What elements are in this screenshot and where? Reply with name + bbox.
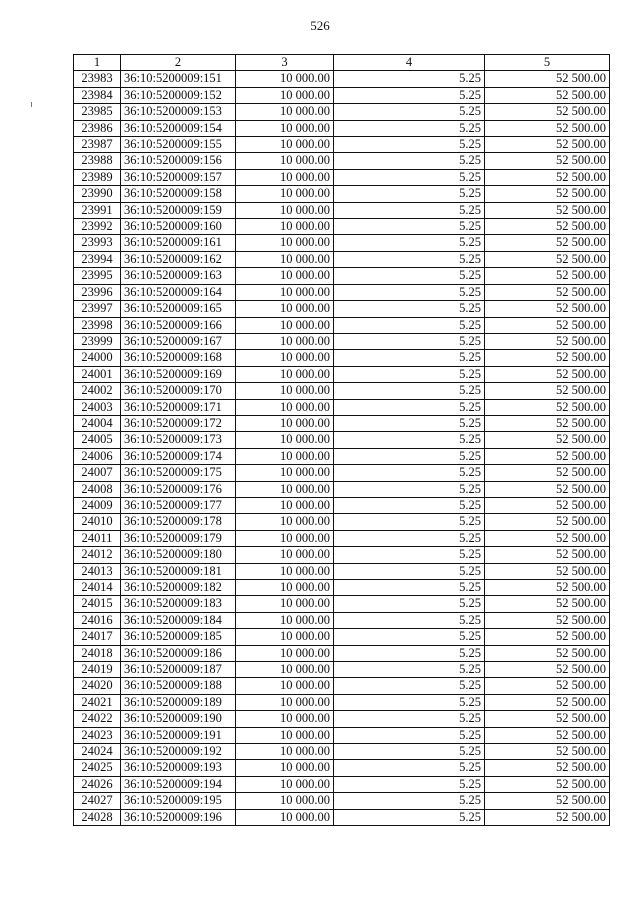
cadastral-number-cell: 36:10:5200009:184 [121,612,236,628]
rate-cell: 5.25 [334,776,485,792]
value-cell: 52 500.00 [485,219,610,235]
row-number-cell: 23987 [74,137,121,153]
cadastral-number-cell: 36:10:5200009:173 [121,432,236,448]
value-cell: 52 500.00 [485,284,610,300]
cadastral-number-cell: 36:10:5200009:196 [121,809,236,825]
table-header-row [74,55,610,71]
rate-cell: 5.25 [334,333,485,349]
table-row [74,793,610,809]
value-cell: 52 500.00 [485,727,610,743]
row-number-cell: 24004 [74,415,121,431]
rate-cell: 5.25 [334,415,485,431]
value-cell: 52 500.00 [485,350,610,366]
cadastral-number-cell: 36:10:5200009:158 [121,186,236,202]
area-cell: 10 000.00 [236,465,334,481]
cadastral-number-cell: 36:10:5200009:192 [121,744,236,760]
row-number-cell: 24027 [74,793,121,809]
area-cell: 10 000.00 [236,366,334,382]
row-number-cell: 23995 [74,268,121,284]
table-row [74,580,610,596]
row-number-cell: 23997 [74,301,121,317]
value-cell: 52 500.00 [485,645,610,661]
value-cell: 52 500.00 [485,399,610,415]
table-row [74,350,610,366]
rate-cell: 5.25 [334,481,485,497]
table-row [74,317,610,333]
area-cell: 10 000.00 [236,169,334,185]
column-header-4: 4 [334,55,485,71]
table-row [74,530,610,546]
cadastral-number-cell: 36:10:5200009:166 [121,317,236,333]
rate-cell: 5.25 [334,662,485,678]
table-row [74,333,610,349]
page-number: 526 [310,18,330,33]
value-cell: 52 500.00 [485,104,610,120]
rate-cell: 5.25 [334,399,485,415]
cadastral-number-cell: 36:10:5200009:177 [121,497,236,513]
value-cell: 52 500.00 [485,563,610,579]
rate-cell: 5.25 [334,87,485,103]
table-row [74,235,610,251]
cadastral-number-cell: 36:10:5200009:194 [121,776,236,792]
rate-cell: 5.25 [334,645,485,661]
table-row [74,169,610,185]
rate-cell: 5.25 [334,219,485,235]
table-row [74,268,610,284]
area-cell: 10 000.00 [236,514,334,530]
row-number-cell: 24015 [74,596,121,612]
row-number-cell: 24009 [74,497,121,513]
table-row [74,399,610,415]
row-number-cell: 24025 [74,760,121,776]
value-cell: 52 500.00 [485,317,610,333]
row-number-cell: 24003 [74,399,121,415]
table-row [74,104,610,120]
table-row [74,497,610,513]
table-row [74,284,610,300]
value-cell: 52 500.00 [485,793,610,809]
table-row [74,727,610,743]
value-cell: 52 500.00 [485,268,610,284]
value-cell: 52 500.00 [485,678,610,694]
area-cell: 10 000.00 [236,415,334,431]
area-cell: 10 000.00 [236,219,334,235]
area-cell: 10 000.00 [236,563,334,579]
area-cell: 10 000.00 [236,202,334,218]
row-number-cell: 23989 [74,169,121,185]
table-row [74,694,610,710]
cadastral-number-cell: 36:10:5200009:187 [121,662,236,678]
rate-cell: 5.25 [334,448,485,464]
cadastral-number-cell: 36:10:5200009:191 [121,727,236,743]
value-cell: 52 500.00 [485,612,610,628]
rate-cell: 5.25 [334,596,485,612]
area-cell: 10 000.00 [236,744,334,760]
cadastral-number-cell: 36:10:5200009:195 [121,793,236,809]
cadastral-number-cell: 36:10:5200009:164 [121,284,236,300]
table-row [74,744,610,760]
area-cell: 10 000.00 [236,727,334,743]
value-cell: 52 500.00 [485,448,610,464]
value-cell: 52 500.00 [485,530,610,546]
row-number-cell: 24018 [74,645,121,661]
table-row [74,514,610,530]
row-number-cell: 23988 [74,153,121,169]
cadastral-number-cell: 36:10:5200009:169 [121,366,236,382]
area-cell: 10 000.00 [236,153,334,169]
area-cell: 10 000.00 [236,694,334,710]
cadastral-number-cell: 36:10:5200009:175 [121,465,236,481]
value-cell: 52 500.00 [485,580,610,596]
row-number-cell: 23983 [74,71,121,87]
table-row [74,71,610,87]
cadastral-number-cell: 36:10:5200009:161 [121,235,236,251]
value-cell: 52 500.00 [485,301,610,317]
rate-cell: 5.25 [334,366,485,382]
column-header-1: 1 [74,55,121,71]
column-header-3: 3 [236,55,334,71]
table-row [74,760,610,776]
cadastral-number-cell: 36:10:5200009:170 [121,383,236,399]
rate-cell: 5.25 [334,268,485,284]
row-number-cell: 23991 [74,202,121,218]
row-number-cell: 24021 [74,694,121,710]
row-number-cell: 23990 [74,186,121,202]
value-cell: 52 500.00 [485,87,610,103]
table-row [74,219,610,235]
area-cell: 10 000.00 [236,678,334,694]
rate-cell: 5.25 [334,514,485,530]
cadastral-number-cell: 36:10:5200009:190 [121,711,236,727]
rate-cell: 5.25 [334,580,485,596]
area-cell: 10 000.00 [236,350,334,366]
row-number-cell: 24024 [74,744,121,760]
row-number-cell: 23994 [74,251,121,267]
cadastral-number-cell: 36:10:5200009:183 [121,596,236,612]
value-cell: 52 500.00 [485,202,610,218]
rate-cell: 5.25 [334,711,485,727]
value-cell: 52 500.00 [485,776,610,792]
rate-cell: 5.25 [334,235,485,251]
row-number-cell: 23998 [74,317,121,333]
area-cell: 10 000.00 [236,301,334,317]
cadastral-number-cell: 36:10:5200009:160 [121,219,236,235]
table-row [74,711,610,727]
row-number-cell: 24001 [74,366,121,382]
area-cell: 10 000.00 [236,645,334,661]
row-number-cell: 24014 [74,580,121,596]
row-number-cell: 24016 [74,612,121,628]
rate-cell: 5.25 [334,317,485,333]
value-cell: 52 500.00 [485,169,610,185]
table-row [74,432,610,448]
area-cell: 10 000.00 [236,580,334,596]
row-number-cell: 24002 [74,383,121,399]
margin-mark [31,102,32,107]
rate-cell: 5.25 [334,186,485,202]
area-cell: 10 000.00 [236,268,334,284]
cadastral-number-cell: 36:10:5200009:152 [121,87,236,103]
row-number-cell: 24020 [74,678,121,694]
value-cell: 52 500.00 [485,497,610,513]
cadastral-number-cell: 36:10:5200009:188 [121,678,236,694]
data-table [73,54,610,826]
rate-cell: 5.25 [334,383,485,399]
value-cell: 52 500.00 [485,153,610,169]
row-number-cell: 23984 [74,87,121,103]
table-row [74,120,610,136]
area-cell: 10 000.00 [236,711,334,727]
rate-cell: 5.25 [334,694,485,710]
cadastral-number-cell: 36:10:5200009:159 [121,202,236,218]
row-number-cell: 24011 [74,530,121,546]
area-cell: 10 000.00 [236,809,334,825]
area-cell: 10 000.00 [236,448,334,464]
column-header-5: 5 [485,55,610,71]
row-number-cell: 24005 [74,432,121,448]
value-cell: 52 500.00 [485,711,610,727]
area-cell: 10 000.00 [236,399,334,415]
row-number-cell: 23992 [74,219,121,235]
value-cell: 52 500.00 [485,71,610,87]
rate-cell: 5.25 [334,465,485,481]
rate-cell: 5.25 [334,612,485,628]
cadastral-number-cell: 36:10:5200009:163 [121,268,236,284]
rate-cell: 5.25 [334,727,485,743]
rate-cell: 5.25 [334,350,485,366]
column-header-2: 2 [121,55,236,71]
row-number-cell: 24019 [74,662,121,678]
value-cell: 52 500.00 [485,366,610,382]
row-number-cell: 24010 [74,514,121,530]
value-cell: 52 500.00 [485,120,610,136]
rate-cell: 5.25 [334,678,485,694]
table-row [74,662,610,678]
area-cell: 10 000.00 [236,186,334,202]
row-number-cell: 24007 [74,465,121,481]
value-cell: 52 500.00 [485,137,610,153]
table-row [74,645,610,661]
area-cell: 10 000.00 [236,333,334,349]
cadastral-number-cell: 36:10:5200009:153 [121,104,236,120]
table-row [74,481,610,497]
table-row [74,465,610,481]
table-row [74,301,610,317]
area-cell: 10 000.00 [236,120,334,136]
table-row [74,629,610,645]
rate-cell: 5.25 [334,284,485,300]
rate-cell: 5.25 [334,563,485,579]
cadastral-number-cell: 36:10:5200009:178 [121,514,236,530]
table-row [74,383,610,399]
cadastral-number-cell: 36:10:5200009:186 [121,645,236,661]
value-cell: 52 500.00 [485,760,610,776]
value-cell: 52 500.00 [485,694,610,710]
area-cell: 10 000.00 [236,383,334,399]
row-number-cell: 23993 [74,235,121,251]
cadastral-number-cell: 36:10:5200009:193 [121,760,236,776]
cadastral-number-cell: 36:10:5200009:168 [121,350,236,366]
cadastral-number-cell: 36:10:5200009:176 [121,481,236,497]
cadastral-number-cell: 36:10:5200009:155 [121,137,236,153]
area-cell: 10 000.00 [236,432,334,448]
rate-cell: 5.25 [334,169,485,185]
area-cell: 10 000.00 [236,317,334,333]
cadastral-number-cell: 36:10:5200009:180 [121,547,236,563]
cadastral-number-cell: 36:10:5200009:172 [121,415,236,431]
cadastral-number-cell: 36:10:5200009:174 [121,448,236,464]
value-cell: 52 500.00 [485,186,610,202]
table-row [74,547,610,563]
cadastral-number-cell: 36:10:5200009:182 [121,580,236,596]
area-cell: 10 000.00 [236,284,334,300]
rate-cell: 5.25 [334,432,485,448]
table-body [74,71,610,826]
rate-cell: 5.25 [334,760,485,776]
rate-cell: 5.25 [334,301,485,317]
rate-cell: 5.25 [334,251,485,267]
table-row [74,776,610,792]
table-row [74,596,610,612]
table-row [74,137,610,153]
area-cell: 10 000.00 [236,776,334,792]
value-cell: 52 500.00 [485,629,610,645]
rate-cell: 5.25 [334,104,485,120]
area-cell: 10 000.00 [236,760,334,776]
row-number-cell: 24023 [74,727,121,743]
row-number-cell: 24022 [74,711,121,727]
area-cell: 10 000.00 [236,662,334,678]
row-number-cell: 23996 [74,284,121,300]
rate-cell: 5.25 [334,71,485,87]
cadastral-number-cell: 36:10:5200009:165 [121,301,236,317]
row-number-cell: 24013 [74,563,121,579]
table-row [74,366,610,382]
cadastral-number-cell: 36:10:5200009:189 [121,694,236,710]
rate-cell: 5.25 [334,153,485,169]
cadastral-number-cell: 36:10:5200009:179 [121,530,236,546]
table-row [74,563,610,579]
value-cell: 52 500.00 [485,744,610,760]
value-cell: 52 500.00 [485,809,610,825]
rate-cell: 5.25 [334,629,485,645]
rate-cell: 5.25 [334,137,485,153]
cadastral-number-cell: 36:10:5200009:185 [121,629,236,645]
table-row [74,809,610,825]
area-cell: 10 000.00 [236,137,334,153]
cadastral-number-cell: 36:10:5200009:171 [121,399,236,415]
table-row [74,186,610,202]
value-cell: 52 500.00 [485,547,610,563]
row-number-cell: 24012 [74,547,121,563]
table-row [74,153,610,169]
cadastral-number-cell: 36:10:5200009:156 [121,153,236,169]
area-cell: 10 000.00 [236,71,334,87]
table-row [74,612,610,628]
value-cell: 52 500.00 [485,514,610,530]
cadastral-number-cell: 36:10:5200009:151 [121,71,236,87]
table-row [74,678,610,694]
area-cell: 10 000.00 [236,251,334,267]
cadastral-number-cell: 36:10:5200009:154 [121,120,236,136]
area-cell: 10 000.00 [236,104,334,120]
rate-cell: 5.25 [334,809,485,825]
table-row [74,251,610,267]
area-cell: 10 000.00 [236,481,334,497]
table-row [74,87,610,103]
rate-cell: 5.25 [334,744,485,760]
row-number-cell: 23986 [74,120,121,136]
table-row [74,448,610,464]
value-cell: 52 500.00 [485,235,610,251]
rate-cell: 5.25 [334,530,485,546]
row-number-cell: 24000 [74,350,121,366]
value-cell: 52 500.00 [485,415,610,431]
row-number-cell: 23985 [74,104,121,120]
row-number-cell: 24026 [74,776,121,792]
value-cell: 52 500.00 [485,662,610,678]
value-cell: 52 500.00 [485,465,610,481]
value-cell: 52 500.00 [485,432,610,448]
area-cell: 10 000.00 [236,793,334,809]
table-row [74,415,610,431]
row-number-cell: 23999 [74,333,121,349]
value-cell: 52 500.00 [485,333,610,349]
rate-cell: 5.25 [334,547,485,563]
area-cell: 10 000.00 [236,497,334,513]
area-cell: 10 000.00 [236,235,334,251]
value-cell: 52 500.00 [485,383,610,399]
rate-cell: 5.25 [334,497,485,513]
rate-cell: 5.25 [334,202,485,218]
row-number-cell: 24017 [74,629,121,645]
area-cell: 10 000.00 [236,87,334,103]
value-cell: 52 500.00 [485,481,610,497]
value-cell: 52 500.00 [485,251,610,267]
value-cell: 52 500.00 [485,596,610,612]
cadastral-number-cell: 36:10:5200009:167 [121,333,236,349]
table-row [74,202,610,218]
cadastral-number-cell: 36:10:5200009:162 [121,251,236,267]
cadastral-number-cell: 36:10:5200009:181 [121,563,236,579]
area-cell: 10 000.00 [236,530,334,546]
row-number-cell: 24008 [74,481,121,497]
area-cell: 10 000.00 [236,612,334,628]
rate-cell: 5.25 [334,120,485,136]
row-number-cell: 24006 [74,448,121,464]
area-cell: 10 000.00 [236,629,334,645]
area-cell: 10 000.00 [236,547,334,563]
row-number-cell: 24028 [74,809,121,825]
cadastral-number-cell: 36:10:5200009:157 [121,169,236,185]
area-cell: 10 000.00 [236,596,334,612]
rate-cell: 5.25 [334,793,485,809]
